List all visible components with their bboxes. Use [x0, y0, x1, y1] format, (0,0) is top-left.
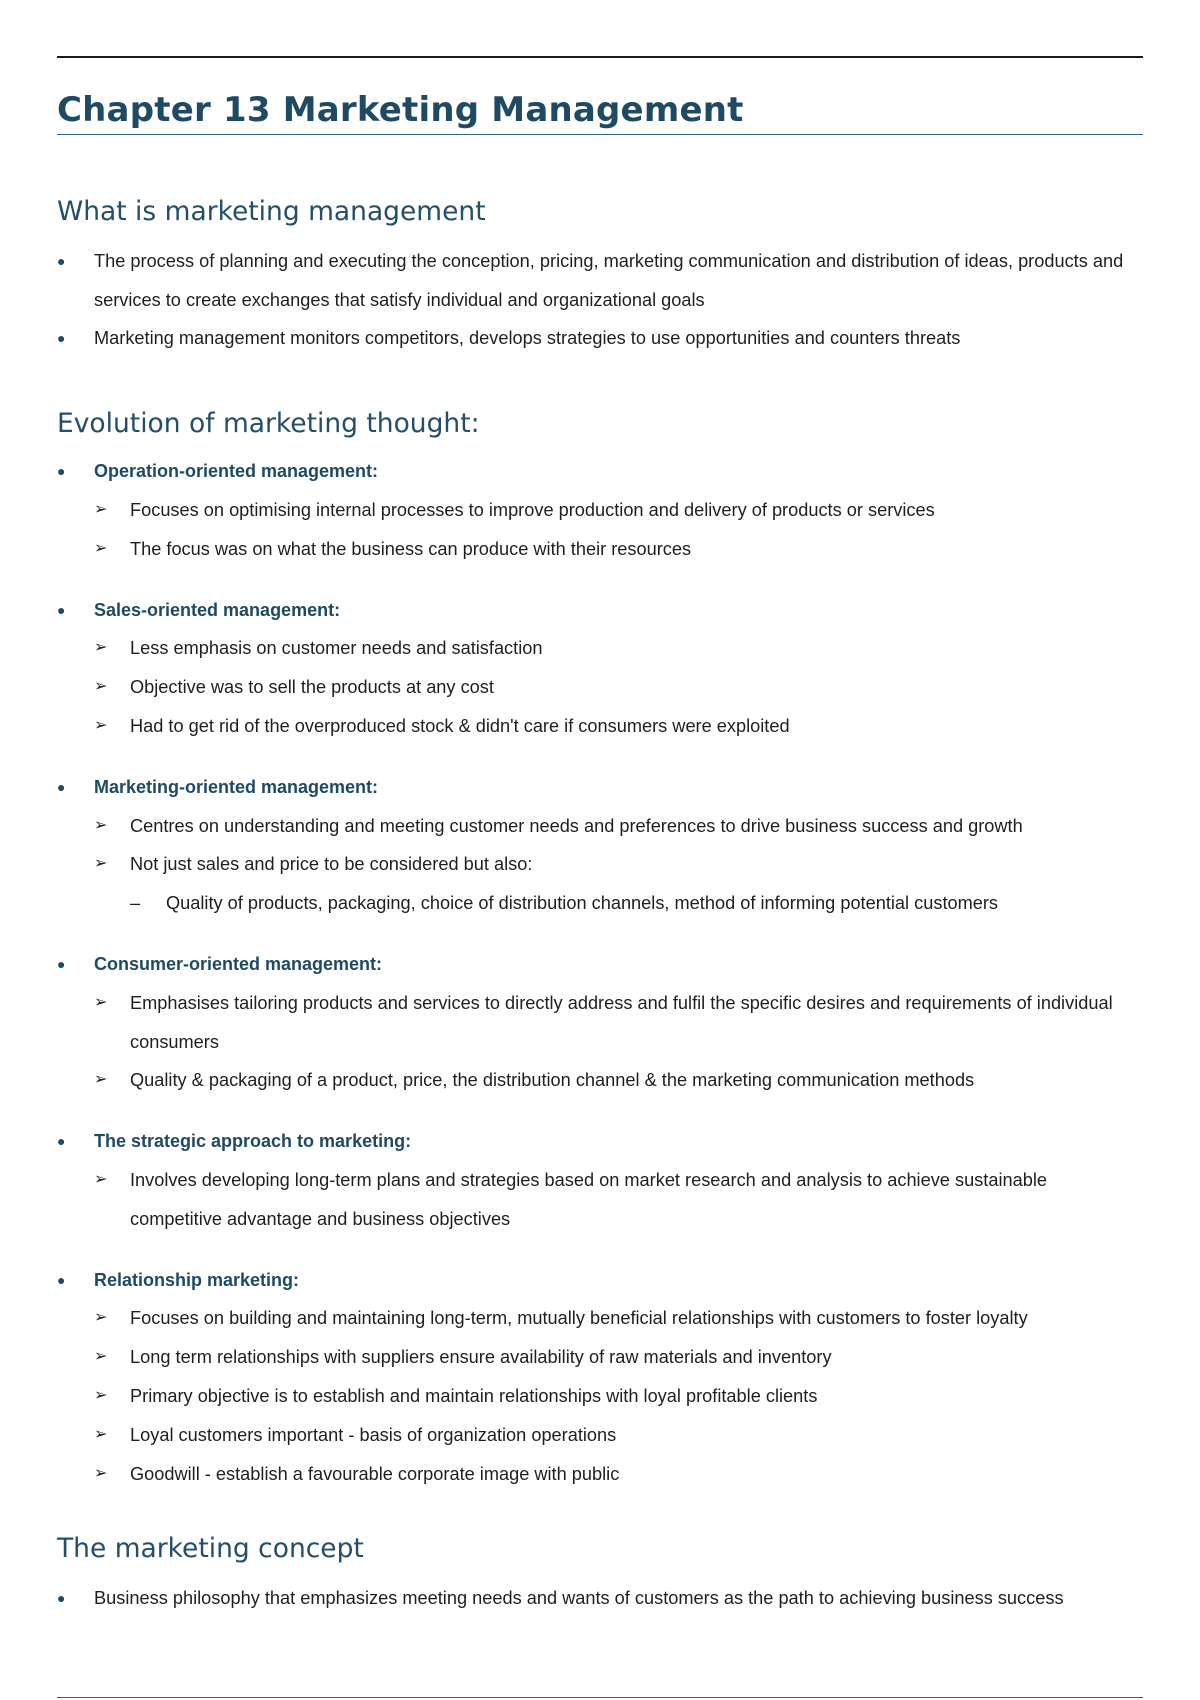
list-item: ➢ Quality & packaging of a product, price, the distribution channel & the marketing communication methods	[94, 1061, 1143, 1100]
bottom-border-line	[57, 1697, 1143, 1698]
list-item: ➢ Long term relationships with suppliers ensure availability of raw materials and inventory	[94, 1338, 1143, 1377]
section-heading-what: What is marketing management	[57, 195, 486, 227]
list-item: ➢ Goodwill - establish a favourable corporate image with public	[94, 1455, 1143, 1494]
list-item: ➢ Centres on understanding and meeting customer needs and preferences to drive business success and growth	[94, 807, 1143, 846]
arrow-bullet-icon: ➢	[94, 1386, 108, 1404]
category-label-item: ● Consumer-oriented management:	[57, 945, 1143, 984]
category-relationship	[57, 1261, 1143, 1494]
arrow-bullet-icon: ➢	[94, 855, 108, 873]
list-item: ➢ Not just sales and price to be considered but also:	[94, 845, 1143, 884]
category-points	[94, 1299, 1143, 1493]
list-item: ➢ Loyal customers important - basis of organization operations	[94, 1416, 1143, 1455]
arrow-bullet-icon: ➢	[94, 1464, 108, 1482]
arrow-bullet-icon: ➢	[94, 539, 108, 557]
document-page	[57, 90, 1143, 1618]
category-operation	[57, 452, 1143, 568]
arrow-bullet-icon: ➢	[94, 639, 108, 657]
list-item: ➢ Emphasises tailoring products and services to directly address and fulfil the specific desires and requirements of individual consumers	[94, 984, 1143, 1062]
category-label-item: ● Operation-oriented management:	[57, 452, 1143, 491]
category-points	[94, 807, 1143, 923]
concept-list	[57, 1579, 1143, 1618]
arrow-bullet-icon: ➢	[94, 500, 108, 518]
dash-bullet-icon: –	[130, 893, 141, 914]
nested-list	[130, 884, 1143, 923]
category-consumer	[57, 945, 1143, 1100]
list-item: ➢ The focus was on what the business can produce with their resources	[94, 530, 1143, 569]
list-item: ➢ Focuses on building and maintaining long-term, mutually beneficial relationships with customers to foster loyalty	[94, 1299, 1143, 1338]
arrow-bullet-icon: ➢	[94, 816, 108, 834]
arrow-bullet-icon: ➢	[94, 1071, 108, 1089]
list-item: ➢ Had to get rid of the overproduced stock & didn't care if consumers were exploited	[94, 707, 1143, 746]
top-border-line	[57, 56, 1143, 58]
list-item: – Quality of products, packaging, choice of distribution channels, method of informing potential customers	[130, 884, 1143, 923]
list-item: ➢ Involves developing long-term plans and strategies based on market research and analysis to achieve sustainable competitive advantage and business objectives	[94, 1161, 1143, 1239]
category-marketing	[57, 768, 1143, 923]
section-heading-evolution: Evolution of marketing thought:	[57, 408, 480, 440]
bullet-dot-icon: ●	[57, 1590, 66, 1607]
arrow-bullet-icon: ➢	[94, 1170, 108, 1188]
category-label-item: ● Relationship marketing:	[57, 1261, 1143, 1300]
arrow-bullet-icon: ➢	[94, 678, 108, 696]
bullet-dot-icon: ●	[57, 778, 66, 795]
list-item: ● Marketing management monitors competitors, develops strategies to use opportunities and counters threats	[57, 319, 1143, 358]
arrow-bullet-icon: ➢	[94, 993, 108, 1011]
arrow-bullet-icon: ➢	[94, 1425, 108, 1443]
category-label-item: ● Marketing-oriented management:	[57, 768, 1143, 807]
category-sales	[57, 591, 1143, 746]
bullet-dot-icon: ●	[57, 1133, 66, 1150]
category-points	[94, 984, 1143, 1100]
arrow-bullet-icon: ➢	[94, 1309, 108, 1327]
what-list	[57, 242, 1143, 358]
arrow-bullet-icon: ➢	[94, 1348, 108, 1366]
bullet-dot-icon: ●	[57, 330, 66, 347]
list-item: ➢ Focuses on optimising internal processes to improve production and delivery of products or services	[94, 491, 1143, 530]
bullet-dot-icon: ●	[57, 601, 66, 618]
category-points	[94, 491, 1143, 569]
bullet-dot-icon: ●	[57, 955, 66, 972]
list-item: ➢ Objective was to sell the products at any cost	[94, 668, 1143, 707]
bullet-dot-icon: ●	[57, 252, 66, 269]
bullet-dot-icon: ●	[57, 463, 66, 480]
list-item: ➢ Less emphasis on customer needs and satisfaction	[94, 629, 1143, 668]
category-strategic	[57, 1122, 1143, 1238]
list-item: ➢ Primary objective is to establish and maintain relationships with loyal profitable clients	[94, 1377, 1143, 1416]
category-points	[94, 629, 1143, 745]
category-label-item: ● The strategic approach to marketing:	[57, 1122, 1143, 1161]
arrow-bullet-icon: ➢	[94, 716, 108, 734]
page-title: Chapter 13 Marketing Management	[57, 90, 1143, 135]
list-item: ● The process of planning and executing the conception, pricing, marketing communication and distribution of ideas, products and services to create exchanges that satisfy individual and organizational goals	[57, 242, 1143, 320]
category-points	[94, 1161, 1143, 1239]
list-item: ● Business philosophy that emphasizes meeting needs and wants of customers as the path to achieving business success	[57, 1579, 1143, 1618]
category-label-item: ● Sales-oriented management:	[57, 591, 1143, 630]
section-heading-concept: The marketing concept	[57, 1533, 364, 1565]
bullet-dot-icon: ●	[57, 1271, 66, 1288]
